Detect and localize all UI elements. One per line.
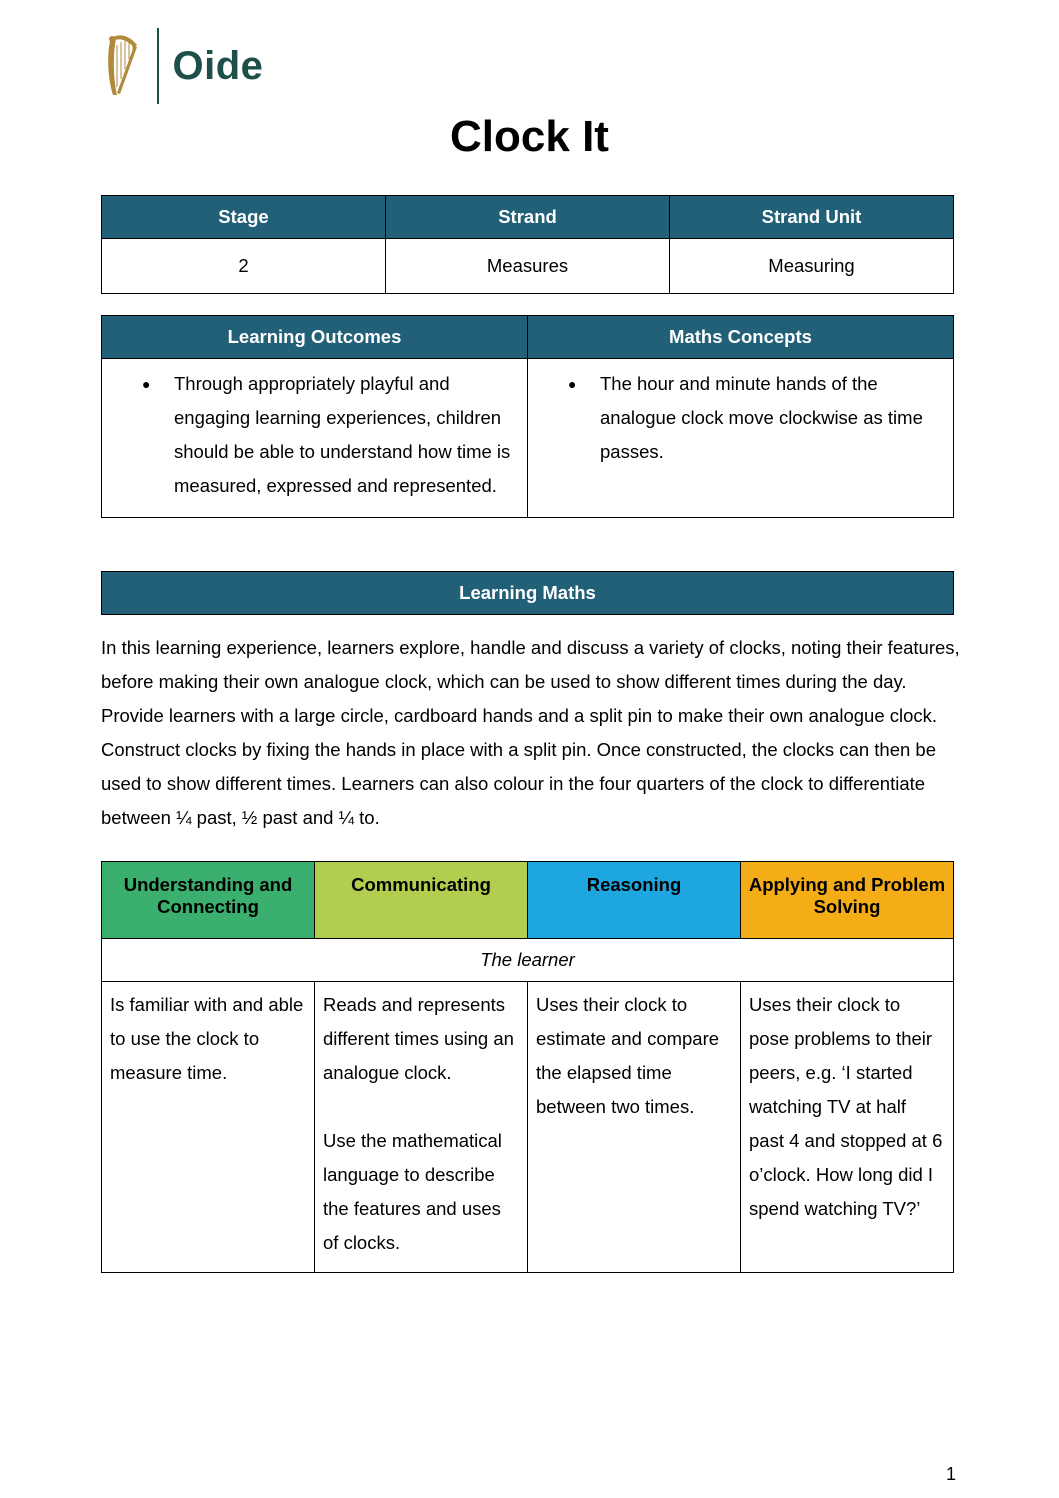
communicating-cell [315, 982, 528, 1273]
strand-unit-value: Measuring [670, 239, 954, 294]
maths-concepts-cell [528, 359, 954, 518]
stage-value: 2 [102, 239, 386, 294]
header-strand-unit: Strand Unit [670, 196, 954, 239]
oide-logo [103, 28, 263, 104]
learning-outcome-item: ● Through appropriately playful and engaging learning experiences, children should be able to understand how time is measured, expressed and represented. [174, 367, 517, 503]
strand-value: Measures [386, 239, 670, 294]
maths-concept-item: ● The hour and minute hands of the analogue clock move clockwise as time passes. [600, 367, 943, 469]
header-reasoning: Reasoning [528, 862, 741, 939]
header-maths-concepts: Maths Concepts [528, 316, 954, 359]
stage-strand-table [101, 195, 954, 294]
learning-outcomes-cell [102, 359, 528, 518]
reasoning-cell: Uses their clock to estimate and compare the elapsed time between two times. [528, 982, 741, 1273]
the-learner-row: The learner [102, 939, 954, 982]
communicating-text-2: Use the mathematical language to describe the features and uses of clocks. [323, 1130, 502, 1253]
header-understanding-connecting: Understanding and Connecting [102, 862, 315, 939]
header-strand: Strand [386, 196, 670, 239]
header-applying-problem-solving: Applying and Problem Solving [741, 862, 954, 939]
applying-cell: Uses their clock to pose problems to their peers, e.g. ‘I started watching TV at half past 4 and stopped at 6 o’clock. How long did I spend watching TV?’ [741, 982, 954, 1273]
learning-maths-header-table [101, 571, 954, 615]
learning-maths-text: In this learning experience, learners explore, handle and discuss a variety of clocks, noting their features, before making their own analogue clock, which can be used to show different times during the day. Provide learners with a large circle, cardboard hands and a split pin to make their own analogue clock. Construct clocks by fixing the hands in place with a split pin. Once constructed, the clocks can then be used to show different times. Learners can also colour in the four quarters of the clock to differentiate between ¼ past, ½ past and ¼ to. [101, 637, 960, 828]
header-stage: Stage [102, 196, 386, 239]
harp-icon [103, 31, 143, 101]
outcomes-table [101, 315, 954, 518]
header-learning-maths: Learning Maths [102, 572, 954, 615]
progression-table [101, 861, 954, 1273]
header-learning-outcomes: Learning Outcomes [102, 316, 528, 359]
logo-text: Oide [172, 43, 264, 88]
page-title: Clock It [450, 112, 609, 161]
logo-divider [157, 28, 159, 104]
communicating-text-1: Reads and represents different times using an analogue clock. [323, 994, 514, 1083]
page-number: 1 [946, 1464, 957, 1484]
understanding-cell: Is familiar with and able to use the clock to measure time. [102, 982, 315, 1273]
header-communicating: Communicating [315, 862, 528, 939]
